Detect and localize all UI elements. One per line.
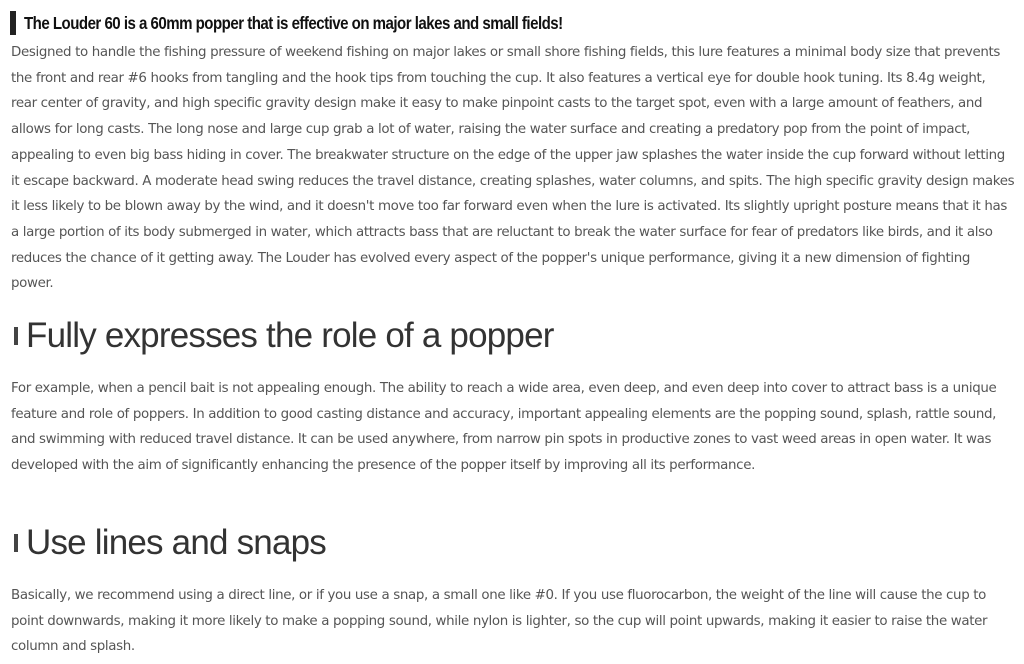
section-heading-lines	[14, 521, 326, 565]
lead-heading	[10, 10, 1015, 36]
section-heading-role	[14, 314, 554, 358]
lead-paragraph: Designed to handle the fishing pressure of weekend fishing on major lakes or small shore fishing fields, this lure features a minimal body size that prevents the front and rear #6 hooks from tangling and the hook tips from touching the cup. It also features a vertical eye for double hook tuning. Its 8.4g weight, rear center of gravity, and high specific gravity design make it easy to make pinpoint casts to the target spot, even with a large amount of feathers, and allows for long casts. The long nose and large cup grab a lot of water, raising the water surface and creating a predatory pop from the point of impact, appealing to even big bass hiding in cover. The breakwater structure on the edge of the upper jaw splashes the water inside the cup forward without letting it escape backward. A moderate head swing reduces the travel distance, creating splashes, water columns, and spits. The high specific gravity design makes it less likely to be blown away by the wind, and it doesn't move too far forward even when the lure is activated. Its slightly upright posture means that it has a large portion of its body submerged in water, which attracts bass that are reluctant to break the water surface for fear of predators like birds, and it also reduces the chance of it getting away. The Louder has evolved every aspect of the popper's unique performance, giving it a new dimension of fighting power.	[11, 45, 1015, 292]
section-paragraph-lines: Basically, we recommend using a direct line, or if you use a snap, a small one like #0. If you use fluorocarbon, the weight of the line will cause the cup to point downwards, making it more likely to make a popping sound, while nylon is lighter, so the cup will point upwards, making it easier to raise the water column and splash.	[11, 588, 988, 655]
heading-accent-bar	[14, 327, 18, 345]
section-paragraph-role: For example, when a pencil bait is not appealing enough. The ability to reach a wide area, even deep, and even deep into cover to attract bass is a unique feature and role of poppers. In addition to good casting distance and accuracy, important appealing elements are the popping sound, splash, rattle sound, and swimming with reduced travel distance. It can be used anywhere, from narrow pin spots in productive zones to vast weed areas in open water. It was developed with the aim of significantly enhancing the presence of the popper itself by improving all its performance.	[11, 381, 997, 474]
section-heading-text: Use lines and snaps	[26, 523, 326, 562]
section-heading-text: Fully expresses the role of a popper	[26, 316, 554, 355]
heading-accent-bar	[10, 11, 16, 35]
lead-heading-text: The Louder 60 is a 60mm popper that is effective on major lakes and small fields!	[24, 12, 563, 33]
heading-accent-bar	[14, 534, 18, 552]
